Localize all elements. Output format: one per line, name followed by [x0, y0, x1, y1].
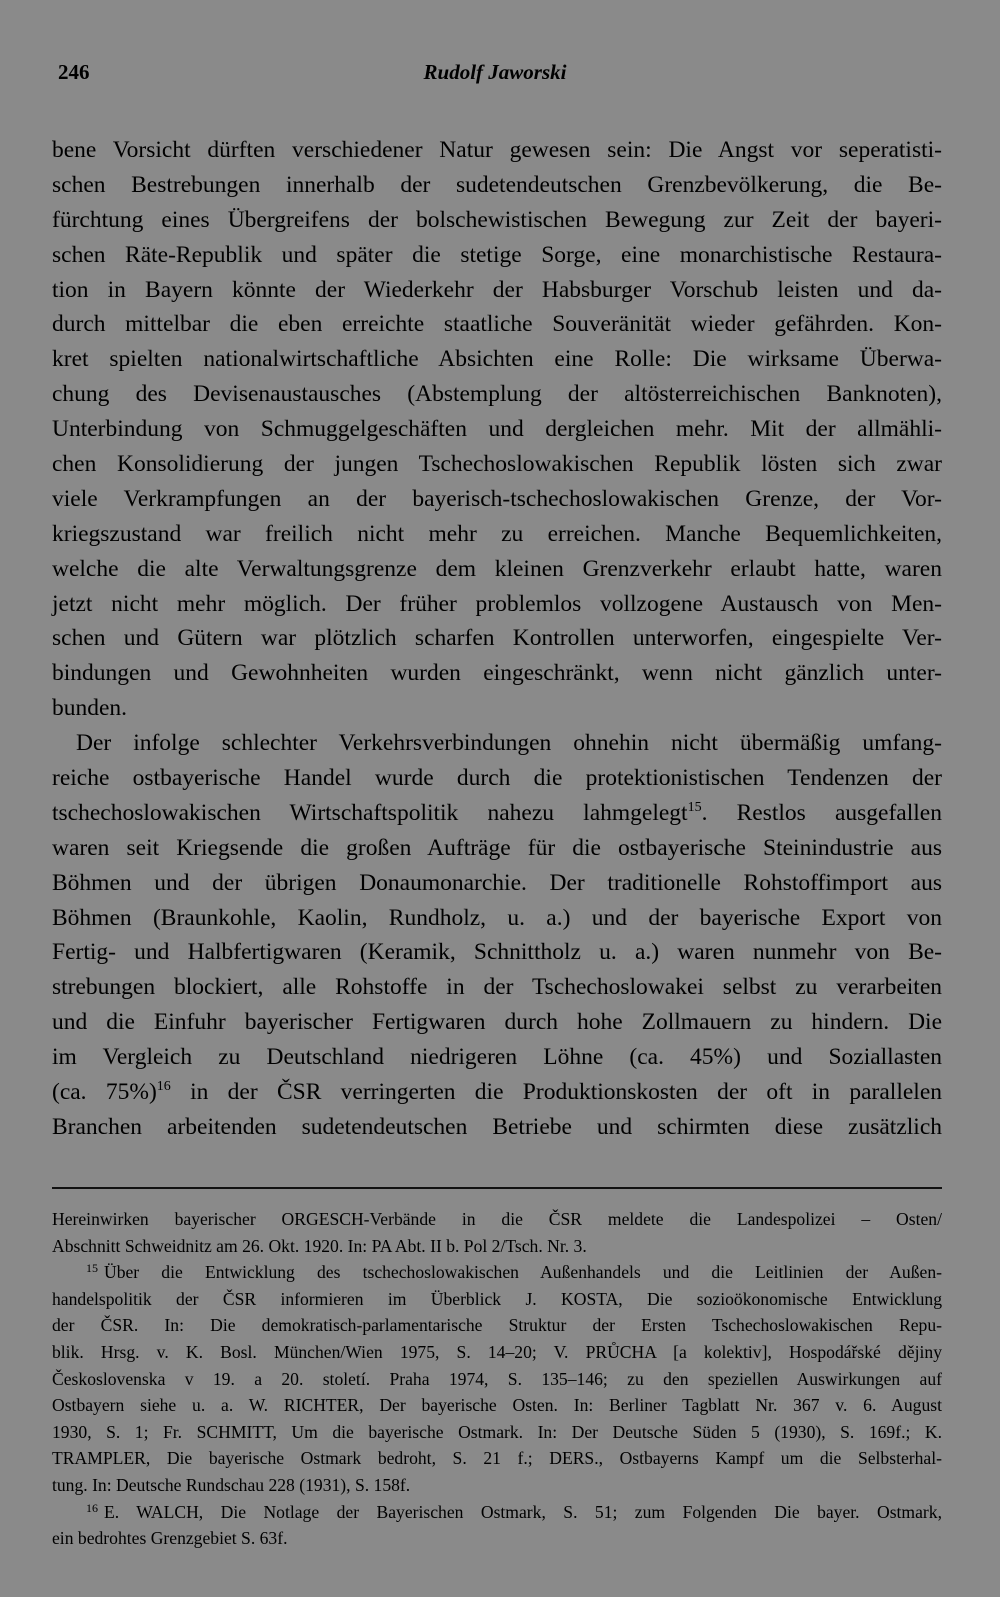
text-line: tion in Bayern könnte der Wiederkehr der Habsburger Vorschub leisten und da-: [52, 276, 942, 303]
text-line: bunden.: [52, 695, 128, 722]
footnote-line: TRAMPLER, Die bayerische Ostmark bedroht, S. 21 f.; DERS., Ostbayerns Kampf um die Selbsterhal-: [52, 1448, 942, 1469]
footnote-separator: [52, 1187, 942, 1189]
text-line: und die Einfuhr bayerischer Fertigwaren durch hohe Zollmauern zu hindern. Die: [52, 1009, 942, 1036]
text-line: durch mittelbar die eben erreichte staatliche Souveränität wieder gefährden. Kon-: [52, 311, 942, 338]
text-line: schen und Gütern war plötzlich scharfen Kontrollen unterworfen, eingespielte Ver-: [52, 625, 942, 652]
text-line: Böhmen (Braunkohle, Kaolin, Rundholz, u. a.) und der bayerische Export von: [52, 904, 942, 931]
footnote-line: tung. In: Deutsche Rundschau 228 (1931), S. 158f.: [52, 1474, 411, 1495]
text-line: kret spielten nationalwirtschaftliche Absichten eine Rolle: Die wirksame Überwa-: [52, 346, 942, 373]
footnote-line: Hereinwirken bayerischer ORGESCH-Verbände in die ČSR meldete die Landespolizei – Osten/: [52, 1209, 942, 1229]
footnote-line: 1930, S. 1; Fr. SCHMITT, Um die bayerische Ostmark. In: Der Deutsche Süden 5 (1930), S. 169f.; K.: [52, 1421, 942, 1442]
main-text: [52, 133, 942, 1145]
text-line: fürchtung eines Übergreifens der bolschewistischen Bewegung zur Zeit der bayeri-: [52, 206, 942, 233]
footnotes: [52, 1206, 942, 1552]
footnote-line: der ČSR. In: Die demokratisch-parlamentarische Struktur der Ersten Tschechoslowakischen Repu-: [52, 1315, 942, 1336]
text-line: Böhmen und der übrigen Donaumonarchie. Der traditionelle Rohstoffimport aus: [52, 869, 942, 896]
footnote-line: ein bedrohtes Grenzgebiet S. 63f.: [52, 1528, 288, 1549]
text-line: Der infolge schlechter Verkehrsverbindungen ohnehin nicht übermäßig umfang-: [76, 730, 942, 757]
footnote-line: blik. Hrsg. v. K. Bosl. München/Wien 1975, S. 14–20; V. PRŮCHA [a kolektiv], Hospodářské dějiny: [52, 1341, 942, 1362]
footnote-number: 15: [86, 1261, 98, 1276]
text-line: Unterbindung von Schmuggelgeschäften und dergleichen mehr. Mit der allmähli-: [52, 416, 942, 443]
text-line: schen Bestrebungen innerhalb der sudetendeutschen Grenzbevölkerung, die Be-: [52, 171, 942, 198]
text-line: waren seit Kriegsende die großen Aufträge für die ostbayerische Steinindustrie aus: [52, 834, 942, 861]
footnote-line: Ostbayern siehe u. a. W. RICHTER, Der bayerische Osten. In: Berliner Tagblatt Nr. 367 v. 6. August: [52, 1395, 942, 1416]
footnote-line: handelspolitik der ČSR informieren im Überblick J. KOSTA, Die sozioökonomische Entwicklung: [52, 1288, 942, 1309]
text-line: jetzt nicht mehr möglich. Der früher problemlos vollzogene Austausch von Men-: [52, 590, 942, 617]
text-line: Branchen arbeitenden sudetendeutschen Betriebe und schirmten diese zusätzlich: [52, 1113, 942, 1140]
page-number: 246: [58, 60, 90, 84]
text-fragment: tschechoslowakischen Wirtschaftspolitik nahezu lahmgelegt: [52, 799, 688, 826]
text-line: chen Konsolidierung der jungen Tschechoslowakischen Republik lösten sich zwar: [52, 451, 942, 478]
text-line: viele Verkrampfungen an der bayerisch-tschechoslowakischen Grenze, der Vor-: [52, 485, 942, 512]
footnote-line: Abschnitt Schweidnitz am 26. Okt. 1920. In: PA Abt. II b. Pol 2/Tsch. Nr. 3.: [52, 1235, 587, 1256]
text-line: welche die alte Verwaltungsgrenze dem kleinen Grenzverkehr erlaubt hatte, waren: [52, 555, 942, 582]
text-line: reiche ostbayerische Handel wurde durch die protektionistischen Tendenzen der: [52, 765, 942, 792]
text-line: im Vergleich zu Deutschland niedrigeren Löhne (ca. 45%) und Soziallasten: [52, 1044, 942, 1071]
text-fragment: in der ČSR verringerten die Produktionskosten der oft in parallelen: [170, 1079, 942, 1106]
footnote-text: Über die Entwicklung des tschechoslowakischen Außenhandels und die Leitlinien der Außen-: [104, 1262, 942, 1283]
text-fragment: . Restlos ausgefallen: [701, 799, 942, 826]
footnote-reference: 15: [687, 799, 702, 815]
footnote-line: [52, 1259, 942, 1286]
text-line: kriegszustand war freilich nicht mehr zu erreichen. Manche Bequemlichkeiten,: [52, 520, 942, 547]
text-fragment: (ca. 75%): [52, 1079, 157, 1106]
footnote-text: E. WALCH, Die Notlage der Bayerischen Ostmark, S. 51; zum Folgenden Die bayer. Ostmark,: [104, 1501, 942, 1522]
text-line: Fertig- und Halbfertigwaren (Keramik, Schnittholz u. a.) waren nunmehr von Be-: [52, 939, 942, 966]
text-line: bene Vorsicht dürften verschiedener Natur gewesen sein: Die Angst vor seperatisti-: [52, 137, 942, 163]
footnote-line: [52, 1499, 942, 1526]
running-head: Rudolf Jaworski: [423, 60, 567, 84]
text-line: chung des Devisenaustausches (Abstemplung der altösterreichischen Banknoten),: [52, 381, 942, 408]
footnote-number: 16: [86, 1500, 98, 1515]
page-header: [55, 60, 935, 90]
footnote-reference: 16: [156, 1079, 171, 1095]
text-line: [52, 796, 942, 831]
text-line: [52, 1075, 942, 1110]
footnote-line: Československa v 19. a 20. století. Praha 1974, S. 135–146; zu den speziellen Auswirkungen auf: [52, 1368, 942, 1389]
text-line: bindungen und Gewohnheiten wurden eingeschränkt, wenn nicht gänzlich unter-: [52, 660, 942, 687]
text-line: schen Räte-Republik und später die stetige Sorge, eine monarchistische Restaura-: [52, 241, 942, 268]
text-line: strebungen blockiert, alle Rohstoffe in der Tschechoslowakei selbst zu verarbeiten: [52, 974, 942, 1001]
